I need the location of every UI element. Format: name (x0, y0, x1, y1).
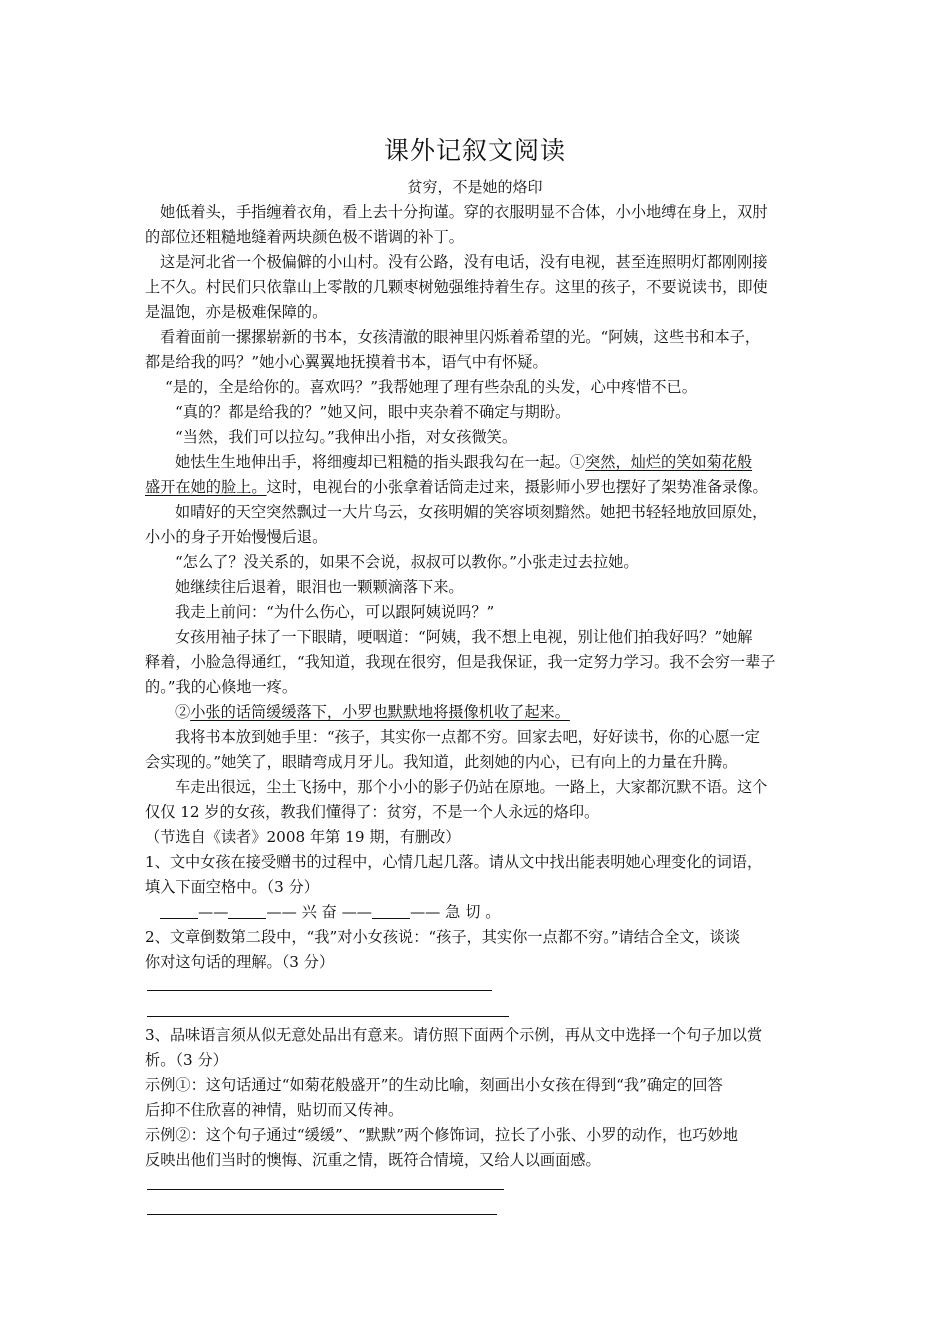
paragraph-line: 女孩用袖子抹了一下眼睛，哽咽道：“阿姨，我不想上电视，别让他们拍我好吗？”她解 (175, 628, 753, 646)
paragraph-line: 的。”我的心倏地一疼。 (145, 678, 298, 696)
source-note: （节选自《读者》2008 年第 19 期，有删改） (145, 828, 461, 846)
line-text: 她怯生生地伸出手，将细瘦却已粗糙的指头跟我勾在一起。① (175, 453, 586, 471)
answer-line[interactable] (147, 1016, 509, 1017)
paragraph-line: 上不久。村民们只依靠山上零散的几颗枣树勉强维持着生存。这里的孩子，不要说读书，即使 (145, 278, 768, 296)
paragraph-line (175, 451, 752, 473)
answer-blank[interactable] (372, 902, 410, 919)
line-text: 这时，电视台的小张拿着话筒走过来，摄影师小罗也摆好了架势准备录像。 (266, 478, 768, 496)
question-2: 2、文章倒数第二段中，“我”对小女孩说：“孩子，其实你一点都不穷。”请结合全文，谈谈 (145, 928, 741, 946)
paragraph-line (175, 701, 570, 723)
word-xingfen: —— 兴 奋 —— (266, 903, 372, 921)
answer-blank[interactable] (160, 902, 198, 919)
example-2: 示例②：这个句子通过“缓缓”、“默默”两个修饰词，拉长了小张、小罗的动作，也巧妙地 (145, 1126, 738, 1144)
paragraph-line: 释着，小脸急得通红，“我知道，我现在很穷，但是我保证，我一定努力学习。我不会穷一辈子 (145, 653, 776, 671)
paragraph-line: 她继续往后退着，眼泪也一颗颗滴落下来。 (175, 578, 464, 596)
paragraph-line: 她低着头，手指缠着衣角，看上去十分拘谨。穿的衣服明显不合体，小小地缚在身上，双肘 (160, 203, 768, 221)
answer-blank[interactable] (228, 902, 266, 919)
paragraph-line: 是温饱，亦是极难保障的。 (145, 303, 328, 321)
paragraph-line: 的部位还粗糙地缝着两块颜色极不谐调的补丁。 (145, 228, 464, 246)
question-3-cont: 析。（3 分） (145, 1051, 228, 1069)
underlined-sentence-1: 突然，灿烂的笑如菊花般 (585, 453, 753, 471)
paragraph-line: 我走上前问：“为什么伤心，可以跟阿姨说吗？” (175, 603, 495, 621)
question-3: 3、品味语言须从似无意处品出有意来。请仿照下面两个示例，再从文中选择一个句子加以赏 (145, 1026, 763, 1044)
dash: —— (198, 903, 229, 921)
paragraph-line: 这是河北省一个极偏僻的小山村。没有公路，没有电话，没有电视，甚至连照明灯都刚刚接 (160, 253, 768, 271)
paragraph-line: 会实现的。”她笑了，眼睛弯成月牙儿。我知道，此刻她的内心，已有向上的力量在升腾。 (145, 753, 738, 771)
word-jiqie: —— 急 切 。 (409, 903, 501, 921)
paragraph-line: 都是给我的吗？”她小心翼翼地抚摸着书本，语气中有怀疑。 (145, 353, 548, 371)
answer-line[interactable] (147, 1189, 504, 1190)
article-title: 贫穷，不是她的烙印 (407, 178, 543, 196)
paragraph-line: “当然，我们可以拉勾。”我伸出小指，对女孩微笑。 (175, 428, 518, 446)
example-1-cont: 后抑不住欣喜的神情，贴切而又传神。 (145, 1101, 404, 1119)
answer-line[interactable] (147, 990, 492, 991)
paragraph-line: 我将书本放到她手里：“孩子，其实你一点都不穷。回家去吧，好好读书，你的心愿一定 (175, 728, 760, 746)
paragraph-line: “怎么了？没关系的，如果不会说，叔叔可以教你。”小张走过去拉她。 (175, 553, 639, 571)
paragraph-line: 小小的身子开始慢慢后退。 (145, 528, 328, 546)
paragraph-line (145, 476, 768, 498)
example-1: 示例①：这句话通过“如菊花般盛开”的生动比喻，刻画出小女孩在得到“我”确定的回答 (145, 1076, 723, 1094)
question-1-blanks (160, 901, 500, 923)
marker-2: ② (175, 703, 191, 721)
answer-line[interactable] (147, 1214, 497, 1215)
question-2-cont: 你对这句话的理解。（3 分） (145, 953, 335, 971)
paragraph-line: 看着面前一摞摞崭新的书本，女孩清澈的眼神里闪烁着希望的光。“阿姨，这些书和本子， (160, 328, 761, 346)
question-1-cont: 填入下面空格中。（3 分） (145, 878, 319, 896)
paragraph-line: “是的，全是给你的。喜欢吗？”我帮她理了理有些杂乱的头发，心中疼惜不已。 (165, 378, 697, 396)
paragraph-line: “真的？都是给我的？”她又问，眼中夹杂着不确定与期盼。 (175, 403, 571, 421)
paragraph-line: 车走出很远，尘土飞扬中，那个小小的影子仍站在原地。一路上，大家都沉默不语。这个 (175, 778, 768, 796)
paragraph-line: 仅仅 12 岁的女孩，教我们懂得了：贫穷，不是一个人永远的烙印。 (145, 803, 600, 821)
question-1: 1、文中女孩在接受赠书的过程中，心情几起几落。请从文中找出能表明她心理变化的词语， (145, 853, 763, 871)
page-title: 课外记叙文阅读 (383, 136, 566, 165)
underlined-sentence-1-cont: 盛开在她的脸上。 (145, 478, 267, 496)
example-2-cont: 反映出他们当时的懊悔、沉重之情，既符合情境，又给人以画面感。 (145, 1151, 601, 1169)
paragraph-line: 如晴好的天空突然飘过一大片乌云，女孩明媚的笑容顷刻黯然。她把书轻轻地放回原处， (175, 503, 768, 521)
underlined-sentence-2: 小张的话筒缓缓落下，小罗也默默地将摄像机收了起来。 (190, 703, 570, 721)
